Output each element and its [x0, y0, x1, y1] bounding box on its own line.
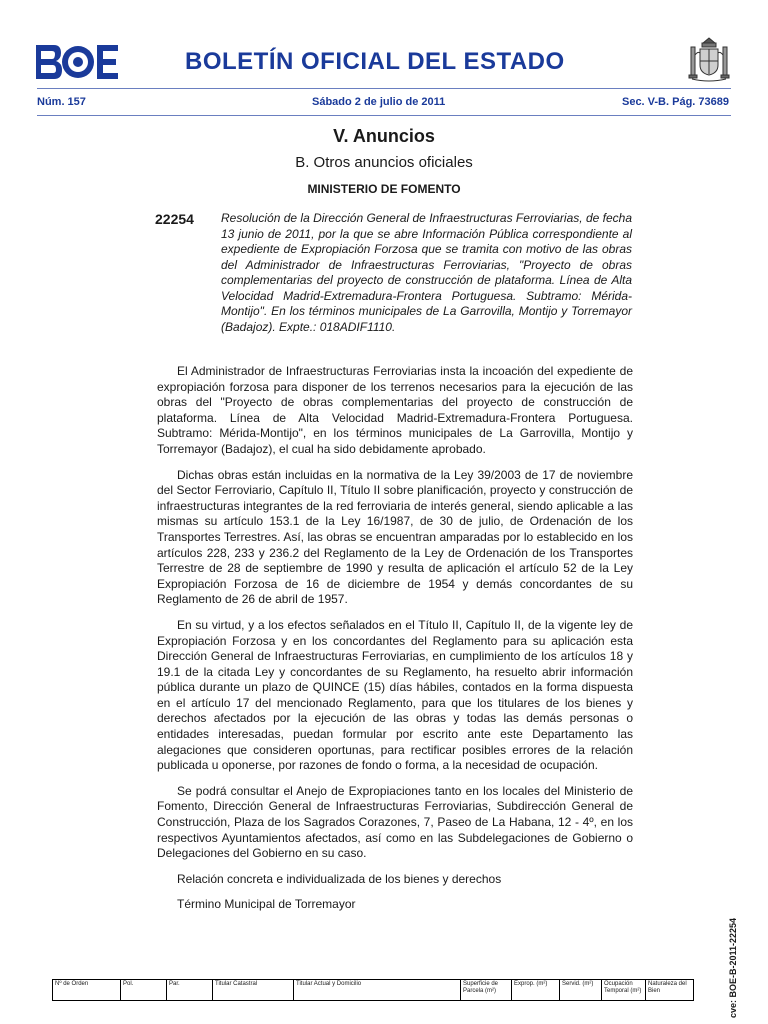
- table-header-cell: Superficie de Parcela (m²): [461, 980, 512, 1001]
- paragraph: Se podrá consultar el Anejo de Expropiaciones tanto en los locales del Ministerio de Fomento, Dirección General de Infraestructuras Ferroviarias, Subdirección General de Construcción, Plaza de los Sagrados Corazones, 7, Paseo de La Habana, 12 - 4º, en los respectivos Ayuntamientos afectados, así como en las Subdelegaciones de Gobierno o Delegaciones del Gobierno en su caso.: [157, 783, 633, 861]
- announcement-number: 22254: [155, 211, 194, 227]
- table-header-cell: Nº de Orden: [53, 980, 121, 1001]
- section-heading: V. Anuncios: [333, 126, 435, 146]
- table-header-cell: Par.: [167, 980, 213, 1001]
- paragraph: Término Municipal de Torremayor: [177, 897, 356, 912]
- paragraph: En su virtud, y a los efectos señalados en el Título II, Capítulo II, de la vigente ley de Expropiación Forzosa y en los concordantes del Reglamento para su aplicación esta Dirección General de Infraestructuras Ferroviarias, en cumplimiento de los artículos 18 y 19.1 de la citada Ley y concordantes de su Reglamento, ha resuelto abrir información pública durante un plazo de QUINCE (15) días hábiles, contados en la forma dispuesta en el artículo 17 del mencionado Reglamento, para que los titulares de los bienes y derechos afectados por la ejecución de las obras y todas las demás personas o entidades interesadas, puedan formular por escrito ante este Departamento las alegaciones que consideren oportunas, para rectificar posibles errores de la relación publicada u oponerse, por razones de fondo o forma, a la necesidad de ocupación.: [157, 617, 633, 773]
- subsection-heading: B. Otros anuncios oficiales: [295, 154, 473, 171]
- table-header-cell: Titular Actual y Domicilio: [294, 980, 461, 1001]
- table-header-cell: Exprop. (m²): [512, 980, 560, 1001]
- verification-code: cve: BOE-B-2011-22254: [728, 917, 738, 1018]
- header-rule-top: [37, 88, 731, 89]
- header-rule-bottom: [37, 115, 731, 116]
- boe-logo: [36, 45, 118, 79]
- coat-of-arms-icon: [688, 37, 730, 83]
- table-header-row: [53, 980, 694, 1001]
- paragraph: Dichas obras están incluidas en la normativa de la Ley 39/2003 de 17 de noviembre del Sector Ferroviario, Capítulo II, Título II sobre planificación, proyecto y construcción de infraestructuras integrantes de la red ferroviaria de interés general, siendo aplicable a las mismas su artículo 153.1 de la Ley 16/1987, de 30 de julio, de Ordenación de los Transportes Terrestres. Así, las obras se encuentran amparadas por lo establecido en los artículos 228, 233 y 236.2 del Reglamento de la Ley de Ordenación de los Transportes Terrestre de 28 de septiembre de 1990 y resulta de aplicación el artículo 52 de la Ley Expropiación Forzosa de 16 de diciembre de 1954 y demás concordantes de su Reglamento de 26 de abril de 1957.: [157, 467, 633, 607]
- table-header-cell: Naturaleza del Bien: [646, 980, 694, 1001]
- announcement-title: Resolución de la Dirección General de Infraestructuras Ferroviarias, de fecha 13 junio de 2011, por la que se abre Información Pública correspondiente al expediente de Expropiación Forzosa que se tramita con motivo de las obras del Administrador de Infraestructuras Ferroviarias, "Proyecto de obras complementarias del proyecto de construcción de plataforma. Línea de Alta Velocidad Madrid-Extremadura-Frontera Portuguesa. Subtramo: Mérida-Montijo". En los términos municipales de La Garrovilla, Montijo y Torremayor (Badajoz). Expte.: 018ADIF1110.: [221, 211, 632, 334]
- paragraph: Relación concreta e individualizada de los bienes y derechos: [177, 871, 502, 886]
- table-header-cell: Ocupación Temporal (m²): [602, 980, 646, 1001]
- issue-number: Núm. 157: [37, 96, 86, 108]
- table-header-cell: Titular Catastral: [213, 980, 294, 1001]
- announcement-body: [157, 364, 633, 923]
- table-header-cell: Servid. (m²): [560, 980, 602, 1001]
- gazette-title: BOLETÍN OFICIAL DEL ESTADO: [185, 48, 565, 75]
- section-page: Sec. V-B. Pág. 73689: [621, 96, 729, 108]
- table-header-cell: Pol.: [121, 980, 167, 1001]
- paragraph: El Administrador de Infraestructuras Ferroviarias insta la incoación del expediente de expropiación forzosa para disponer de los terrenos necesarios para la ejecución de las obras del "Proyecto de obras complementarias del proyecto de construcción de plataforma. Línea de Alta Velocidad Madrid-Extremadura-Frontera Portuguesa. Subtramo: Mérida-Montijo", en los términos municipales de La Garrovilla, Montijo y Torremayor (Badajoz), el cual ha sido debidamente aprobado.: [157, 364, 633, 456]
- issue-date: Sábado 2 de julio de 2011: [312, 96, 446, 108]
- property-table: [52, 979, 694, 1001]
- ministry-heading: MINISTERIO DE FOMENTO: [307, 182, 461, 196]
